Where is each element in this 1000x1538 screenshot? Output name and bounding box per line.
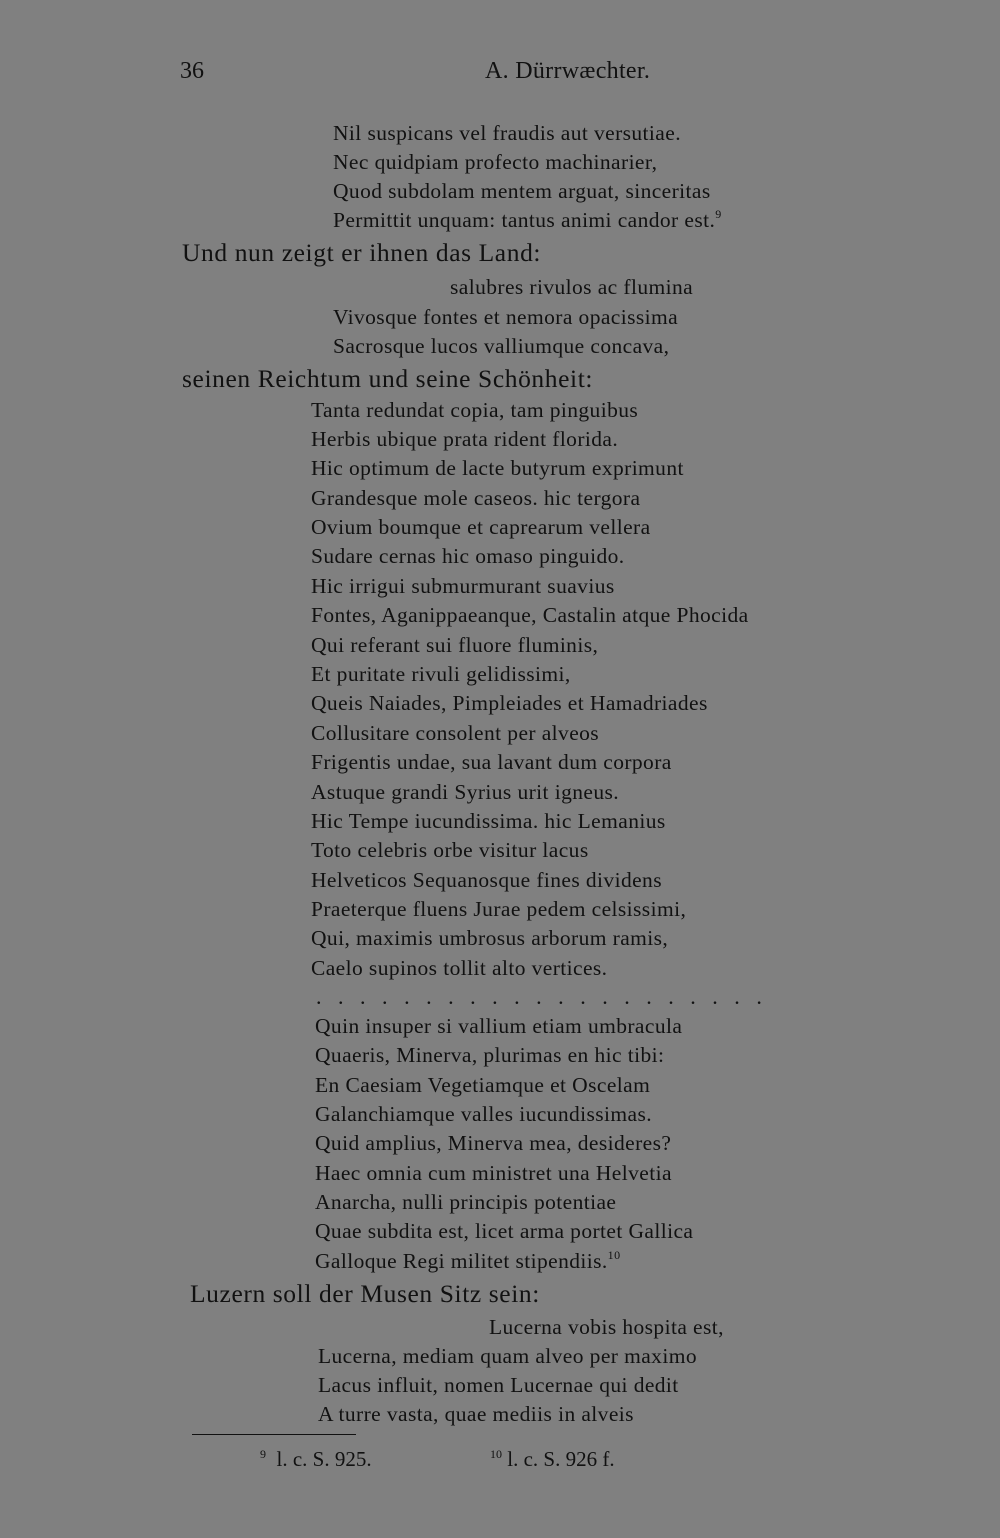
footnote-10: $^{10}$ l. c. S. 926 f. bbox=[490, 1447, 615, 1471]
footnote-ref: 9 bbox=[715, 207, 722, 221]
verse-line: Fontes, Aganippaeanque, Castalin atque Phocida bbox=[311, 603, 749, 627]
verse-line: Quid amplius, Minerva mea, desideres? bbox=[315, 1131, 672, 1155]
verse-line: Sudare cernas hic omaso pinguido. bbox=[311, 544, 625, 568]
footnote-ref: 10 bbox=[607, 1248, 621, 1262]
verse-line: En Caesiam Vegetiamque et Oscelam bbox=[315, 1073, 651, 1097]
verse-line: Hic irrigui submurmurant suavius bbox=[311, 574, 615, 598]
verse-line: Permittit unquam: tantus animi candor est.$^9$ bbox=[333, 207, 722, 232]
verse-line: Ovium boumque et caprearum vellera bbox=[311, 515, 651, 539]
verse-line: Tanta redundat copia, tam pinguibus bbox=[311, 398, 639, 422]
verse-line: Lucerna, mediam quam alveo per maximo bbox=[318, 1344, 697, 1368]
verse-line: Queis Naiades, Pimpleiades et Hamadriades bbox=[311, 691, 708, 715]
verse-line: Haec omnia cum ministret una Helvetia bbox=[315, 1161, 672, 1185]
verse-line: Quae subdita est, licet arma portet Gallica bbox=[315, 1219, 694, 1243]
verse-line: Grandesque mole caseos. hic tergora bbox=[311, 486, 641, 510]
verse-line: Hic optimum de lacte butyrum exprimunt bbox=[311, 456, 684, 480]
verse-line: Helveticos Sequanosque fines dividens bbox=[311, 868, 662, 892]
footnote-rule bbox=[192, 1434, 356, 1435]
verse-line: A turre vasta, quae mediis in alveis bbox=[318, 1402, 634, 1426]
page-header bbox=[180, 58, 660, 92]
verse-line: Quod subdolam mentem arguat, sinceritas bbox=[333, 179, 711, 203]
running-head: A. Dürrwæchter. bbox=[485, 58, 651, 84]
verse-line: Astuque grandi Syrius urit igneus. bbox=[311, 780, 620, 804]
verse-line: Nil suspicans vel fraudis aut versutiae. bbox=[333, 121, 681, 145]
prose-line: seinen Reichtum und seine Schönheit: bbox=[182, 364, 594, 393]
verse-line: salubres rivulos ac flumina bbox=[450, 275, 694, 299]
prose-line: Und nun zeigt er ihnen das Land: bbox=[182, 238, 542, 267]
verse-line: Nec quidpiam profecto machinarier, bbox=[333, 150, 658, 174]
footnote-9: $^9$ l. c. S. 925. bbox=[260, 1447, 372, 1471]
verse-line: Vivosque fontes et nemora opacissima bbox=[333, 305, 679, 329]
verse-line: Galloque Regi militet stipendiis.$^{10}$ bbox=[315, 1248, 621, 1273]
verse-line: Et puritate rivuli gelidissimi, bbox=[311, 662, 571, 686]
prose-line: Luzern soll der Musen Sitz sein: bbox=[190, 1279, 540, 1308]
verse-line: Frigentis undae, sua lavant dum corpora bbox=[311, 750, 672, 774]
verse-line: Qui, maximis umbrosus arborum ramis, bbox=[311, 926, 669, 950]
verse-line: Praeterque fluens Jurae pedem celsissimi, bbox=[311, 897, 687, 921]
verse-line: Caelo supinos tollit alto vertices. bbox=[311, 956, 608, 980]
verse-line: Lucerna vobis hospita est, bbox=[489, 1315, 724, 1339]
verse-line: Anarcha, nulli principis potentiae bbox=[315, 1190, 617, 1214]
ellipsis-divider: . . . . . . . . . . . . . . . . . . . . . bbox=[316, 984, 762, 1009]
verse-line: Collusitare consolent per alveos bbox=[311, 721, 600, 745]
verse-line: Toto celebris orbe visitur lacus bbox=[311, 838, 589, 862]
verse-line: Herbis ubique prata rident florida. bbox=[311, 427, 619, 451]
verse-line: Lacus influit, nomen Lucernae qui dedit bbox=[318, 1373, 679, 1397]
verse-line: Galanchiamque valles iucundissimas. bbox=[315, 1102, 653, 1126]
verse-line: Quaeris, Minerva, plurimas en hic tibi: bbox=[315, 1043, 665, 1067]
page-number: 36 bbox=[180, 58, 204, 84]
verse-line: Hic Tempe iucundissima. hic Lemanius bbox=[311, 809, 666, 833]
verse-line: Quin insuper si vallium etiam umbracula bbox=[315, 1014, 683, 1038]
verse-line: Sacrosque lucos valliumque concava, bbox=[333, 334, 670, 358]
verse-line: Qui referant sui fluore fluminis, bbox=[311, 633, 599, 657]
